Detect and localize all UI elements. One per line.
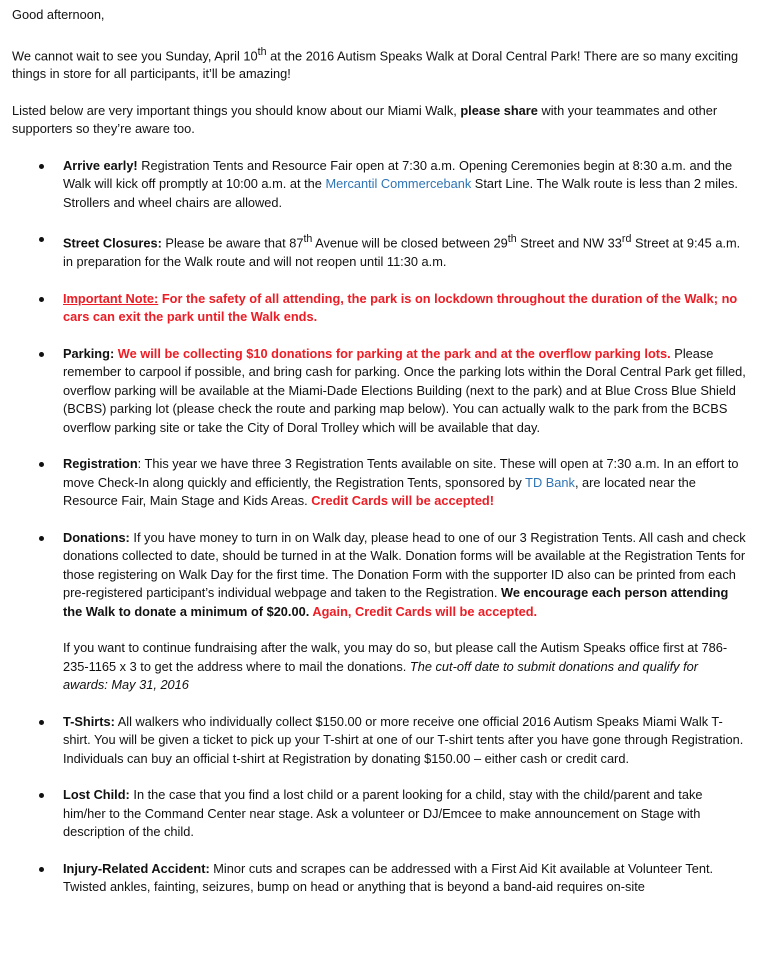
item-text: All walkers who individually collect $150.00 or more receive one official 2016 Autism Speaks Miami Walk T-shirt. You will be given a ticket to pick up your T-shirt at one of our T-shirt tents after you have gone through Registration. Individuals can buy an official t-shirt at Registration by donating $150.00 – either cash or credit card. [63, 713, 744, 766]
list-item-important-note [12, 290, 746, 327]
item-red-text: Credit Cards will be accepted! [311, 493, 495, 509]
item-label: Important Note: [63, 290, 159, 306]
superscript: rd [621, 233, 632, 246]
item-red-text: Again, Credit Cards will be accepted. [309, 603, 538, 619]
item-label: Registration [63, 456, 138, 472]
mercantil-commercebank-link[interactable]: Mercantil Commercebank [325, 176, 472, 192]
item-label: Lost Child: [63, 787, 130, 803]
superscript: th [257, 45, 267, 58]
item-label: Street Closures: [63, 235, 162, 251]
list-item-injury-related-accident [12, 860, 746, 897]
intro-paragraph-2 [12, 102, 746, 139]
item-text: , are located near the Resource Fair, Main Stage and Kids Areas. [63, 474, 696, 509]
info-list-continued [12, 713, 746, 897]
item-red-text: We will be collecting $10 donations for parking at the park and at the overflow parking lots. [114, 345, 671, 361]
item-label: Donations: [63, 529, 130, 545]
item-text: If you have money to turn in on Walk day, please head to one of our 3 Registration Tents. All cash and check donations collected to date, should be turned in at the Walk. Donation forms will be available at the Registration Tents for those registering on Walk Day for the first time. The Donation Form with the supporter ID also can be printed from each pre-registered participant’s individual webpage and taken to the Registration. [63, 529, 746, 601]
item-bold-text: We encourage each person attending the Walk to donate a minimum of $20.00. [63, 585, 729, 619]
cutoff-date-note: The cut-off date to submit donations and qualify for awards: May 31, 2016 [63, 658, 699, 693]
list-item-donations [12, 529, 746, 622]
list-item-street-closures [12, 230, 746, 271]
item-text: For the safety of all attending, the park is on lockdown throughout the duration of the Walk; no cars can exit the park until the Walk ends. [63, 290, 738, 325]
item-text: Avenue will be closed between 29 [312, 235, 508, 251]
item-text: Registration Tents and Resource Fair open at 7:30 a.m. Opening Ceremonies begin at 8:30 a.m. and the Walk will kick off promptly at 10:00 a.m. at the [63, 157, 733, 192]
intro-paragraph-1 [12, 43, 746, 84]
item-text: Please be aware that 87 [161, 235, 304, 251]
superscript: th [507, 233, 517, 246]
item-text: If you want to continue fundraising after the walk, you may do so, but please call the Autism Speaks office first at 786- 235-1165 x 3 to get the address where to mail the donations. [63, 640, 728, 674]
superscript: th [303, 233, 313, 246]
intro-text: We cannot wait to see you Sunday, April 10 [12, 47, 258, 63]
greeting: Good afternoon, [12, 7, 105, 22]
intro-text: Listed below are very important things you should know about our Miami Walk, [12, 102, 461, 118]
item-label: Parking: [63, 345, 115, 361]
intro-text: with your teammates and other supporters so they’re aware too. [12, 102, 718, 137]
please-share-emphasis: please share [460, 102, 538, 118]
list-item-t-shirts [12, 713, 746, 769]
item-text: Please remember to carpool if possible, and bring cash for parking. Once the parking lots within the Doral Central Park get filled, overflow parking will be available at the Miami-Dade Elections Building (next to the park) and at Blue Cross Blue Shield (BCBS) parking lot (please check the route and parking map below). You can actually walk to the park from the BCBS overflow parking site or take the City of Doral Trolley which will be available that day. [63, 345, 746, 435]
item-text: Street and NW 33 [516, 235, 622, 251]
list-item-lost-child [12, 786, 746, 842]
item-text: Street at 9:45 a.m. in preparation for the Walk route and will not reopen until 11:30 a.m. [63, 235, 741, 270]
list-item-arrive-early [12, 157, 746, 213]
item-text: Start Line. The Walk route is less than 2 miles. Strollers and wheel chairs are allowed. [63, 176, 738, 210]
td-bank-link[interactable]: TD Bank [525, 474, 575, 490]
list-item-parking [12, 345, 746, 438]
intro-text: at the 2016 Autism Speaks Walk at Doral Central Park! There are so many exciting things in store for all participants, it’ll be amazing! [12, 47, 739, 82]
item-label: Injury-Related Accident: [63, 860, 210, 876]
list-item-registration [12, 455, 746, 511]
item-text: : This year we have three 3 Registration Tents available on site. These will open at 7:30 a.m. In an effort to move Check-In along quickly and efficiently, the Registration Tents, sponsored by [63, 456, 739, 490]
item-label: Arrive early! [63, 157, 138, 173]
info-list [12, 157, 746, 621]
item-text: Minor cuts and scrapes can be addressed with a First Aid Kit available at Volunteer Tent. Twisted ankles, fainting, seizures, bump on head or anything that is beyond a band-aid requires on-site [63, 860, 714, 895]
item-label: T-Shirts: [63, 713, 115, 729]
item-text: In the case that you find a lost child or a parent looking for a child, stay with the child/parent and take him/her to the Command Center near stage. Ask a volunteer or DJ/Emcee to make announcement on Stage with description of the child. [63, 787, 703, 840]
fundraising-paragraph [12, 639, 746, 695]
